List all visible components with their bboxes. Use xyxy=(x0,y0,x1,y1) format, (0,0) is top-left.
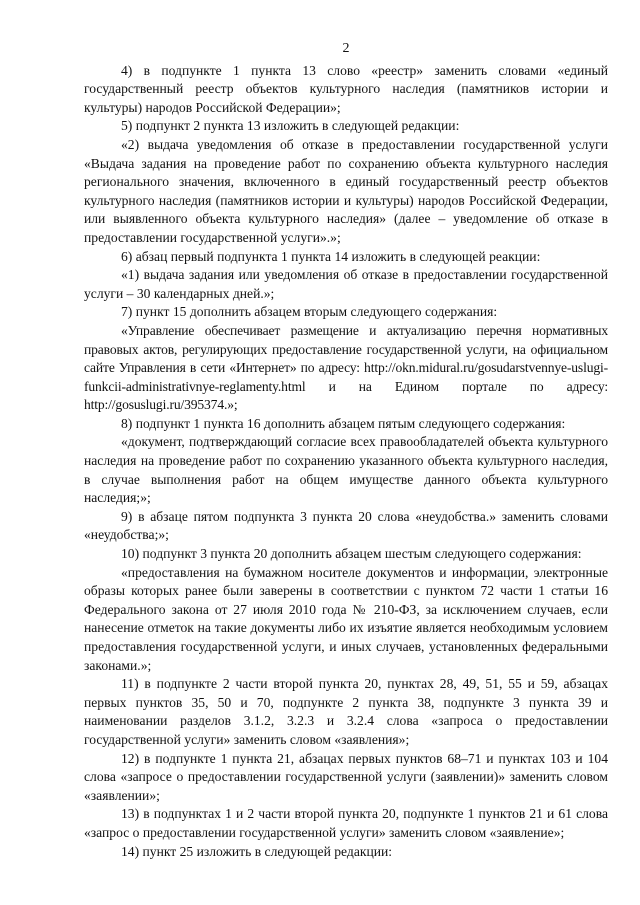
paragraph-7-text: «Управление обеспечивает размещение и актуализацию перечня нормативных правовых актов, регулирующих предоставление государственной услуги, на официальном сайте Управления в сети «Интернет» по адресу: http://okn.midural.ru/gosudarstvennye-uslugi-funkcii-administrativnye-reglamenty.html и на Едином портале по адресу: http://gosuslugi.ru/395374.»; xyxy=(84,322,608,413)
paragraph-11: 11) в подпункте 2 части второй пункта 20, пунктах 28, 49, 51, 55 и 59, абзацах первых пунктов 35, 50 и 70, подпункте 2 пункта 38, подпункте 3 пункта 39 и наименовании разделов 3.1.2, 3.2.3 и 3.2.4 слова «запроса о предоставлении государственной услуги» заменить словом «заявления»; xyxy=(84,676,608,747)
paragraph-14: 14) пункт 25 изложить в следующей редакции: xyxy=(121,843,393,859)
paragraph-10-text: «предоставления на бумажном носителе документов и информации, электронные образы которых ранее были заверены в соответствии с пунктом 72 части 1 статьи 16 Федерального закона от 27 июля 2010 года № 210-ФЗ, за исключением случаев, если нанесение отметок на такие документы либо их изъятие является необходимым условием предоставления государственной услуги, и иных случаев, установленных федеральными законами.»; xyxy=(84,564,608,673)
paragraph-13: 13) в подпунктах 1 и 2 части второй пункта 20, подпункте 1 пунктов 21 и 61 слова «запрос о предоставлении государственной услуги» заменить словом «заявление»; xyxy=(84,806,608,840)
page-number: 2 xyxy=(342,41,350,56)
paragraph-10: 10) подпункт 3 пункта 20 дополнить абзацем шестым следующего содержания: xyxy=(121,546,582,562)
paragraph-8: 8) подпункт 1 пункта 16 дополнить абзацем пятым следующего содержания: xyxy=(121,415,566,431)
paragraph-4: 4) в подпункте 1 пункта 13 слово «реестр» заменить словами «единый государственный реестр объектов культурного наследия (памятников истории и культуры) народов Российской Федерации»; xyxy=(84,62,608,115)
paragraph-5: 5) подпункт 2 пункта 13 изложить в следующей редакции: xyxy=(121,118,460,134)
paragraph-8-text: «документ, подтверждающий согласие всех правообладателей объекта культурного наследия на проведение работ по сохранению указанного объекта культурного наследия, в случае выполнения работ на общем имуществе данного объекта культурного наследия;»; xyxy=(84,434,608,506)
document-page xyxy=(84,40,608,861)
paragraph-7: 7) пункт 15 дополнить абзацем вторым следующего содержания: xyxy=(121,304,498,320)
paragraph-6: 6) абзац первый подпункта 1 пункта 14 изложить в следующей реакции: xyxy=(121,248,541,264)
paragraph-9: 9) в абзаце пятом подпункта 3 пункта 20 слова «неудобства.» заменить словами «неудобства;»; xyxy=(84,508,608,543)
paragraph-6-text: «1) выдача задания или уведомления об отказе в предоставлении государственной услуги – 30 календарных дней.»; xyxy=(84,267,608,301)
paragraph-12: 12) в подпункте 1 пункта 21, абзацах первых пунктов 68–71 и пунктах 103 и 104 слова «запросе о предоставлении государственной услуги (заявлении)» заменить словом «заявлении»; xyxy=(84,750,608,803)
paragraph-5-text: «2) выдача уведомления об отказе в предоставлении государственной услуги «Выдача задания на проведение работ по сохранению объекта культурного наследия регионального значения, включенного в единый государственный реестр объектов культурного наследия (памятников истории и культуры) народов Российской Федерации, или выявленного объекта культурного наследия» (далее – уведомление об отказе в предоставлении государственной услуги».»; xyxy=(84,136,608,245)
